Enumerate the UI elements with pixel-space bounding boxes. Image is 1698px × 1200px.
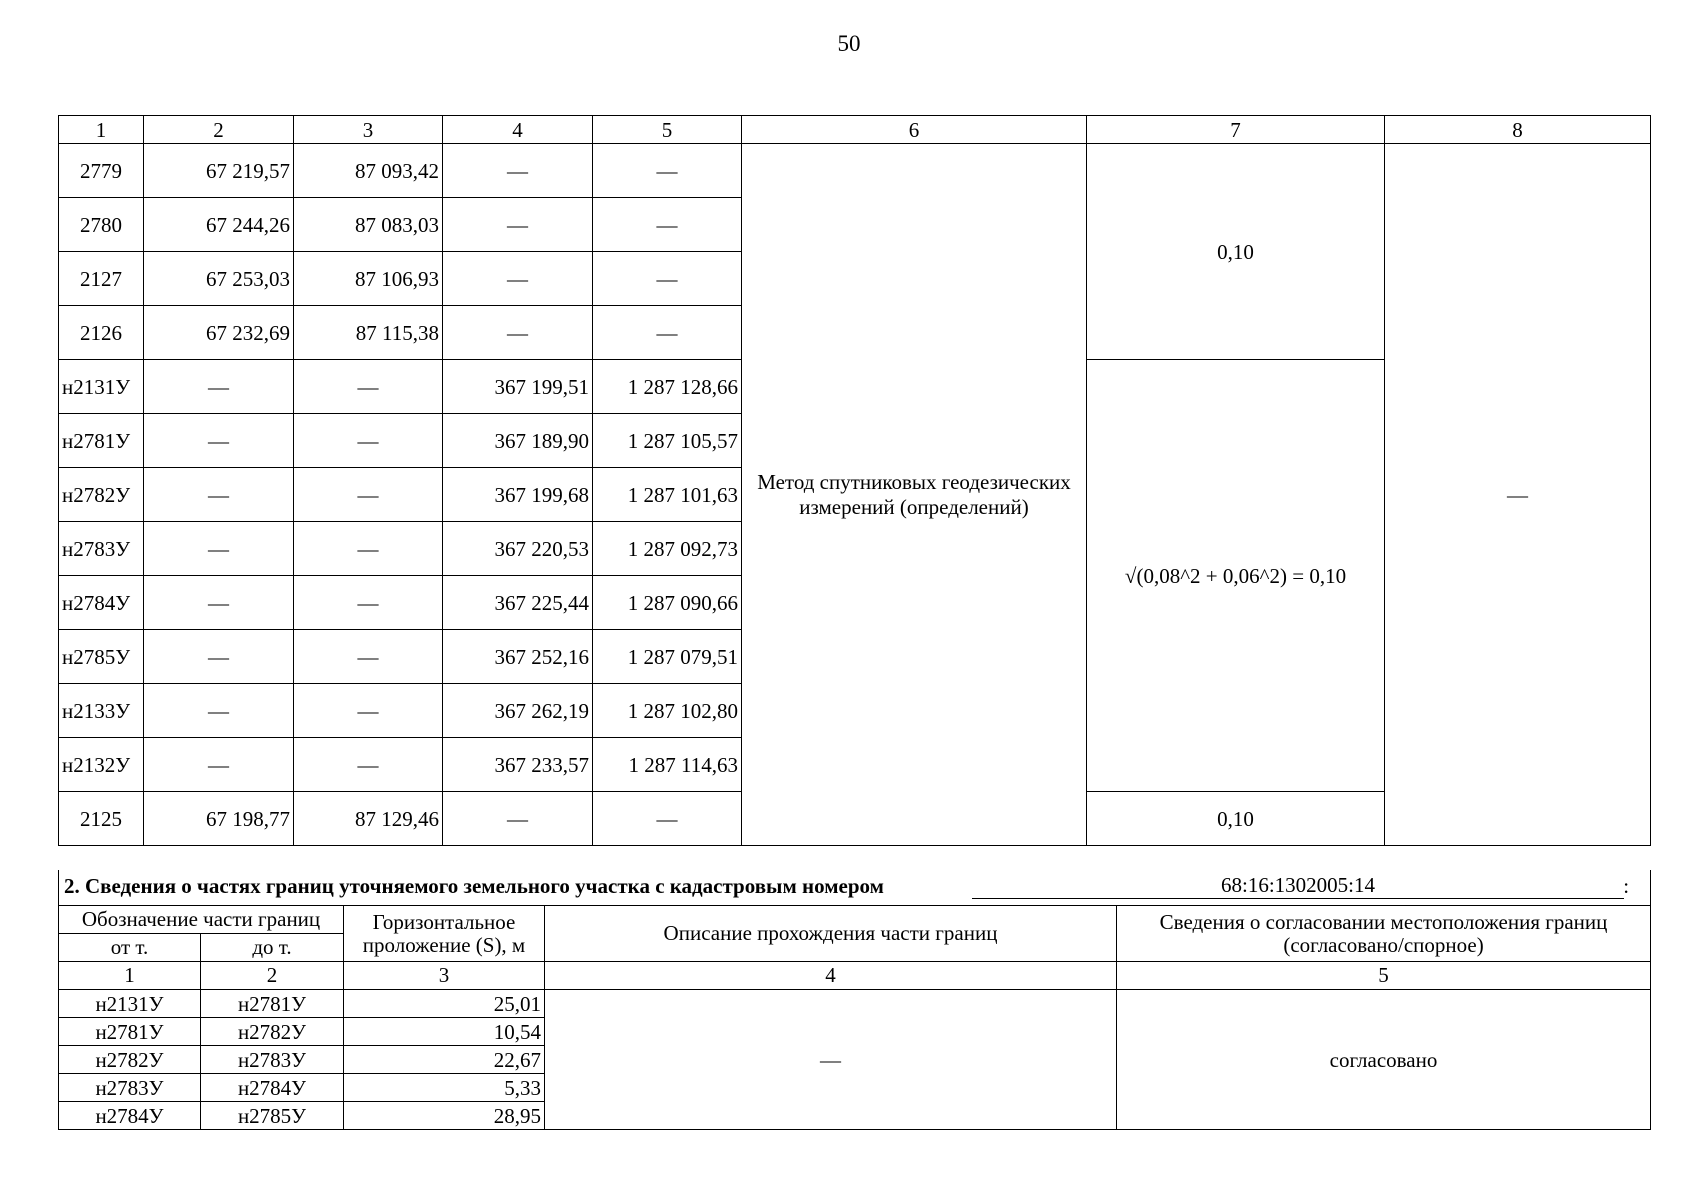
horizontal-distance: 22,67 <box>344 1046 545 1074</box>
agreement-value: согласовано <box>1117 990 1651 1130</box>
x-new: 367 199,51 <box>443 360 593 414</box>
y-old: — <box>294 468 443 522</box>
title-colon: : <box>1623 874 1630 898</box>
y-old: 87 115,38 <box>294 306 443 360</box>
parts-col-number-2: 2 <box>201 962 344 990</box>
y-new: 1 287 092,73 <box>593 522 742 576</box>
x-old: — <box>144 414 294 468</box>
page-number: 50 <box>837 31 861 56</box>
x-new: — <box>443 306 593 360</box>
x-old: — <box>144 360 294 414</box>
point-id: 2780 <box>59 198 144 252</box>
from-point: н2783У <box>59 1074 201 1102</box>
description-value: — <box>545 990 1117 1130</box>
horizontal-header: Горизонтальное проложение (S), м <box>344 906 545 962</box>
y-old: — <box>294 414 443 468</box>
parts-header-row <box>59 906 1651 934</box>
from-point: н2782У <box>59 1046 201 1074</box>
point-id: 2126 <box>59 306 144 360</box>
cadastral-number: 68:16:1302005:14 <box>972 873 1624 899</box>
x-new: 367 233,57 <box>443 738 593 792</box>
column-number-7: 7 <box>1087 116 1385 144</box>
accuracy-top: 0,10 <box>1087 144 1385 360</box>
x-new: 367 225,44 <box>443 576 593 630</box>
y-new: — <box>593 252 742 306</box>
x-new: — <box>443 792 593 846</box>
x-old: 67 219,57 <box>144 144 294 198</box>
y-new: — <box>593 198 742 252</box>
y-new: 1 287 101,63 <box>593 468 742 522</box>
y-new: 1 287 128,66 <box>593 360 742 414</box>
y-new: — <box>593 306 742 360</box>
point-id: н2132У <box>59 738 144 792</box>
point-id: н2785У <box>59 630 144 684</box>
point-id: н2133У <box>59 684 144 738</box>
to-header: до т. <box>201 934 344 962</box>
y-old: — <box>294 522 443 576</box>
y-old: 87 083,03 <box>294 198 443 252</box>
column-number-6: 6 <box>742 116 1087 144</box>
x-old: — <box>144 738 294 792</box>
x-new: 367 189,90 <box>443 414 593 468</box>
accuracy-bottom: 0,10 <box>1087 792 1385 846</box>
boundary-parts-table <box>58 870 1651 1130</box>
to-point: н2782У <box>201 1018 344 1046</box>
coords-header-row <box>59 116 1651 144</box>
y-old: — <box>294 360 443 414</box>
x-old: — <box>144 468 294 522</box>
to-point: н2781У <box>201 990 344 1018</box>
table-row <box>59 144 1651 198</box>
y-new: 1 287 079,51 <box>593 630 742 684</box>
y-new: — <box>593 792 742 846</box>
y-old: — <box>294 738 443 792</box>
horizontal-distance: 25,01 <box>344 990 545 1018</box>
to-point: н2784У <box>201 1074 344 1102</box>
agreement-header: Сведения о согласовании местоположения границ (согласовано/спорное) <box>1117 906 1651 962</box>
column-number-1: 1 <box>59 116 144 144</box>
accuracy-formula: √(0,08^2 + 0,06^2) = 0,10 <box>1087 360 1385 792</box>
x-new: 367 199,68 <box>443 468 593 522</box>
y-old: 87 106,93 <box>294 252 443 306</box>
y-old: — <box>294 630 443 684</box>
x-new: 367 252,16 <box>443 630 593 684</box>
section-title-row <box>59 870 1651 906</box>
x-old: — <box>144 522 294 576</box>
x-old: 67 232,69 <box>144 306 294 360</box>
point-id: н2784У <box>59 576 144 630</box>
y-old: — <box>294 684 443 738</box>
column-number-2: 2 <box>144 116 294 144</box>
horizontal-distance: 28,95 <box>344 1102 545 1130</box>
y-old: — <box>294 576 443 630</box>
x-old: 67 253,03 <box>144 252 294 306</box>
x-new: — <box>443 252 593 306</box>
y-new: 1 287 102,80 <box>593 684 742 738</box>
column-number-8: 8 <box>1385 116 1651 144</box>
point-id: н2782У <box>59 468 144 522</box>
section-title: 2. Сведения о частях границ уточняемого земельного участка с кадастровым номером <box>64 874 884 898</box>
x-new: — <box>443 144 593 198</box>
y-old: 87 093,42 <box>294 144 443 198</box>
designation-header: Обозначение части границ <box>59 906 344 934</box>
point-id: 2779 <box>59 144 144 198</box>
x-old: 67 198,77 <box>144 792 294 846</box>
y-new: 1 287 105,57 <box>593 414 742 468</box>
y-new: 1 287 090,66 <box>593 576 742 630</box>
parts-col-number-4: 4 <box>545 962 1117 990</box>
parts-number-row <box>59 962 1651 990</box>
point-id: н2783У <box>59 522 144 576</box>
point-id: 2125 <box>59 792 144 846</box>
x-new: 367 262,19 <box>443 684 593 738</box>
column-8-value: — <box>1385 144 1651 846</box>
from-point: н2131У <box>59 990 201 1018</box>
horizontal-distance: 5,33 <box>344 1074 545 1102</box>
y-new: — <box>593 144 742 198</box>
y-new: 1 287 114,63 <box>593 738 742 792</box>
x-old: — <box>144 576 294 630</box>
x-old: 67 244,26 <box>144 198 294 252</box>
x-old: — <box>144 630 294 684</box>
y-old: 87 129,46 <box>294 792 443 846</box>
to-point: н2785У <box>201 1102 344 1130</box>
x-new: — <box>443 198 593 252</box>
point-id: н2781У <box>59 414 144 468</box>
method-cell: Метод спутниковых геодезических измерений (определений) <box>742 144 1087 846</box>
to-point: н2783У <box>201 1046 344 1074</box>
from-point: н2784У <box>59 1102 201 1130</box>
description-header: Описание прохождения части границ <box>545 906 1117 962</box>
x-new: 367 220,53 <box>443 522 593 576</box>
parts-col-number-1: 1 <box>59 962 201 990</box>
column-number-4: 4 <box>443 116 593 144</box>
parts-col-number-3: 3 <box>344 962 545 990</box>
column-number-3: 3 <box>294 116 443 144</box>
coordinates-table <box>58 115 1651 846</box>
from-point: н2781У <box>59 1018 201 1046</box>
x-old: — <box>144 684 294 738</box>
table-row <box>59 990 1651 1018</box>
column-number-5: 5 <box>593 116 742 144</box>
from-header: от т. <box>59 934 201 962</box>
point-id: н2131У <box>59 360 144 414</box>
point-id: 2127 <box>59 252 144 306</box>
horizontal-distance: 10,54 <box>344 1018 545 1046</box>
parts-col-number-5: 5 <box>1117 962 1651 990</box>
